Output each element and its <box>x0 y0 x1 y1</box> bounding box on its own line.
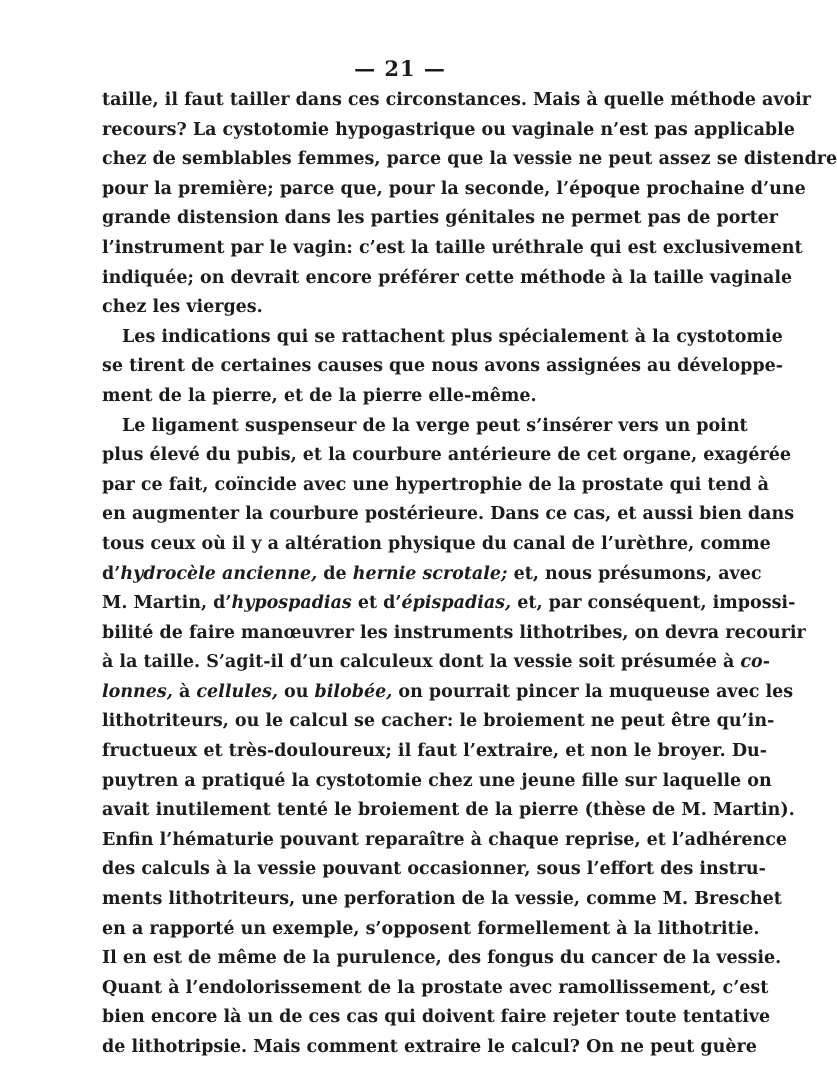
text-line: Le ligament suspenseur de la verge peut s’insérer vers un point <box>122 415 748 436</box>
text-segment: et d’ <box>351 593 402 614</box>
text-line <box>102 678 794 708</box>
text-line: se tirent de certaines causes que nous avons assignées au développe- <box>102 356 784 377</box>
text-segment: de <box>317 563 353 584</box>
text-line: tous ceux où il y a altération physique du canal de l’urèthre, comme <box>102 533 771 554</box>
italic-term: co- <box>740 652 770 673</box>
text-line: Quant à l’endolorissement de la prostate avec ramollissement, c’est <box>102 977 769 998</box>
text-segment: d’ <box>102 563 121 584</box>
text-line: l’instrument par le vagin: c’est la taille uréthrale qui est exclusivement <box>102 237 803 258</box>
italic-term: hernie scrotale; <box>352 563 508 584</box>
text-segment: à <box>172 681 197 702</box>
text-line: ment de la pierre, et de la pierre elle-même. <box>102 385 537 406</box>
text-line <box>102 589 796 619</box>
text-line: pour la première; parce que, pour la seconde, l’époque prochaine d’une <box>102 178 806 199</box>
text-segment: on pourrait pincer la muqueuse avec les <box>392 681 794 702</box>
text-line: taille, il faut tailler dans ces circonstances. Mais à quelle méthode avoir <box>102 90 812 110</box>
text-line: en a rapporté un exemple, s’opposent formellement à la lithotritie. <box>102 918 760 939</box>
text-line: avait inutilement tenté le broiement de la pierre (thèse de M. Martin). <box>102 800 795 821</box>
text-line: chez les vierges. <box>102 297 263 318</box>
text-line: bilité de faire manœuvrer les instruments lithotribes, on devra recourir <box>102 622 806 643</box>
text-segment: et, par conséquent, impossi- <box>511 593 796 614</box>
text-line: ments lithotriteurs, une perforation de la vessie, comme M. Breschet <box>102 889 782 910</box>
italic-term: hydrocèle ancienne, <box>120 563 318 584</box>
text-line: des calculs à la vessie pouvant occasionner, sous l’effort des instru- <box>102 859 766 880</box>
text-line: par ce fait, coïncide avec une hypertrophie de la prostate qui tend à <box>102 474 769 495</box>
text-line: grande distension dans les parties génitales ne permet pas de porter <box>102 208 779 229</box>
text-line: en augmenter la courbure postérieure. Dans ce cas, et aussi bien dans <box>102 504 795 525</box>
text-line: bien encore là un de ces cas qui doivent faire rejeter toute tentative <box>102 1007 771 1028</box>
text-line: Les indications qui se rattachent plus spécialement à la cystotomie <box>122 326 783 347</box>
text-line: recours? La cystotomie hypogastrique ou vaginale n’est pas applicable <box>102 119 795 140</box>
text-line: Il en est de même de la purulence, des fongus du cancer de la vessie. <box>102 948 782 969</box>
text-line <box>102 648 770 678</box>
text-line: plus élevé du pubis, et la courbure antérieure de cet organe, exagérée <box>102 445 792 466</box>
text-line: puytren a pratiqué la cystotomie chez une jeune fille sur laquelle on <box>102 770 772 791</box>
italic-term: bilobée, <box>314 681 393 702</box>
text-line: lithotriteurs, ou le calcul se cacher: le broiement ne peut être qu’in- <box>102 711 775 732</box>
text-segment: à la taille. S’agit-il d’un calculeux dont la vessie soit présumée à <box>102 652 741 673</box>
italic-term: cellules, <box>196 681 278 702</box>
italic-term: hypospadias <box>231 593 352 614</box>
text-segment: ou <box>277 681 315 702</box>
text-line <box>102 560 762 590</box>
text-line: de lithotripsie. Mais comment extraire le calcul? On ne peut guère <box>102 1037 757 1057</box>
page-number: — 21 — <box>354 56 446 81</box>
text-line: fructueux et très-douloureux; il faut l’extraire, et non le broyer. Du- <box>102 741 767 762</box>
text-line: indiquée; on devrait encore préférer cette méthode à la taille vaginale <box>102 267 793 288</box>
italic-term: épispadias, <box>401 593 512 614</box>
text-segment: M. Martin, d’ <box>102 593 232 614</box>
body-text <box>102 86 837 1063</box>
italic-term: lonnes, <box>102 681 173 702</box>
text-line: chez de semblables femmes, parce que la vessie ne peut assez se distendre <box>102 149 837 170</box>
text-segment: et, nous présumons, avec <box>507 563 762 584</box>
text-line: Enfin l’hématurie pouvant reparaître à chaque reprise, et l’adhérence <box>102 829 787 850</box>
